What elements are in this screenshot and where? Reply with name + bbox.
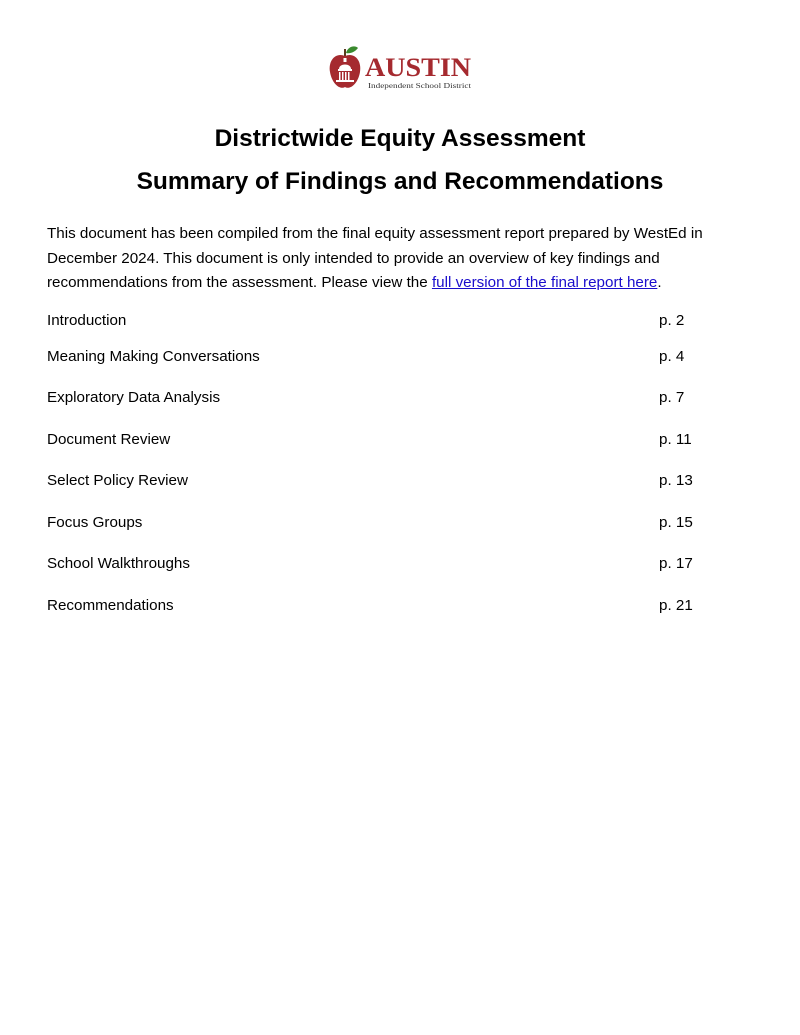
toc-entry-document-review [47,431,707,453]
toc-entry-page: p. 21 [659,597,693,614]
toc-entry-introduction [47,312,707,334]
toc-entry-page: p. 7 [659,389,685,406]
toc-entry-page: p. 11 [659,431,692,448]
toc-entry-label: Select Policy Review [47,472,188,489]
toc-entry-focus-groups [47,514,707,536]
full-report-link[interactable]: full version of the final report here [431,274,658,291]
title-line-1: Districtwide Equity Assessment [214,125,586,152]
toc-entry-school-walkthroughs [47,555,707,577]
toc-entry-meaning-making-conversations [47,348,707,370]
toc-entry-page: p. 2 [659,312,685,329]
toc-entry-select-policy-review [47,472,707,494]
logo-wordmark: AUSTIN [365,53,472,82]
toc-entry-page: p. 15 [659,514,693,531]
toc-entry-page: p. 4 [659,348,685,365]
austin-isd-logo [328,44,474,92]
intro-text: This document has been compiled from the final equity assessment report prepared by WestEd in December 2024. This document is only intended to provide an overview of key findings and recommendations from the assessment. Please view the [47,225,703,291]
apple-capitol-icon [328,44,474,92]
toc-entry-label: Introduction [47,312,127,329]
toc-entry-label: Document Review [47,431,171,448]
toc-entry-label: School Walkthroughs [47,555,190,572]
toc-entry-label: Focus Groups [47,514,143,531]
toc-entry-page: p. 17 [659,555,693,572]
logo-tagline: Independent School District [368,81,473,90]
intro-text-end: . [657,274,662,291]
document-title [0,117,800,203]
title-line-2: Summary of Findings and Recommendations [136,168,664,195]
toc-entry-label: Exploratory Data Analysis [47,389,221,406]
toc-entry-exploratory-data-analysis [47,389,707,411]
toc-entry-label: Recommendations [47,597,174,614]
toc-entry-recommendations [47,597,707,619]
toc-entry-page: p. 13 [659,472,693,489]
toc-entry-label: Meaning Making Conversations [47,348,260,365]
intro-paragraph [47,222,747,296]
